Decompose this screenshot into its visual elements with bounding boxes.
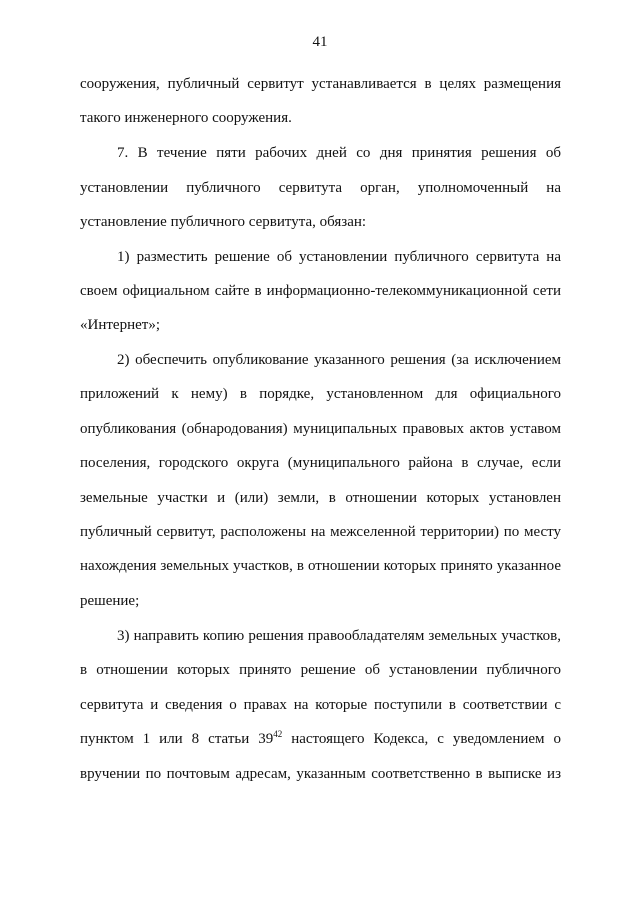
text-line-18: в отношении которых принято решение об установлении публичного <box>80 662 561 678</box>
text-line-4: установлении публичного сервитута орган, уполномоченный на <box>80 180 561 196</box>
text-line-20 <box>80 729 561 749</box>
text-line-11: опубликования (обнародования) муниципальных правовых актов уставом <box>80 421 561 437</box>
text-line-2: такого инженерного сооружения. <box>80 110 292 126</box>
text-line-10: приложений к нему) в порядке, установленном для официального <box>80 386 561 402</box>
text-line-14: публичный сервитут, расположены на межселенной территории) по месту <box>80 524 561 540</box>
text-line-19: сервитута и сведения о правах на которые поступили в соответствии с <box>80 697 561 713</box>
text-line-1: сооружения, публичный сервитут устанавливается в целях размещения <box>80 76 561 92</box>
text-line-3: 7. В течение пяти рабочих дней со дня принятия решения об <box>117 145 561 161</box>
text-line-13: земельные участки и (или) земли, в отношении которых установлен <box>80 490 561 506</box>
text-segment: пунктом 1 или 8 статьи 39 <box>80 731 274 747</box>
page-number: 41 <box>312 34 328 50</box>
text-line-16: решение; <box>80 593 140 609</box>
text-line-6: 1) разместить решение об установлении публичного сервитута на <box>117 249 561 265</box>
superscript-index: 42 <box>273 729 283 739</box>
text-line-21: вручении по почтовым адресам, указанным соответственно в выписке из <box>80 766 561 782</box>
text-line-9: 2) обеспечить опубликование указанного решения (за исключением <box>117 352 561 368</box>
text-line-8: «Интернет»; <box>80 317 160 333</box>
text-line-15: нахождения земельных участков, в отношении которых принято указанное <box>80 558 561 574</box>
text-line-12: поселения, городского округа (муниципального района в случае, если <box>80 455 561 471</box>
text-line-5: установление публичного сервитута, обязан: <box>80 214 367 230</box>
text-line-7: своем официальном сайте в информационно-телекоммуникационной сети <box>80 283 561 299</box>
text-segment: настоящего Кодекса, с уведомлением о <box>282 731 561 747</box>
text-line-17: 3) направить копию решения правообладателям земельных участков, <box>117 628 561 644</box>
